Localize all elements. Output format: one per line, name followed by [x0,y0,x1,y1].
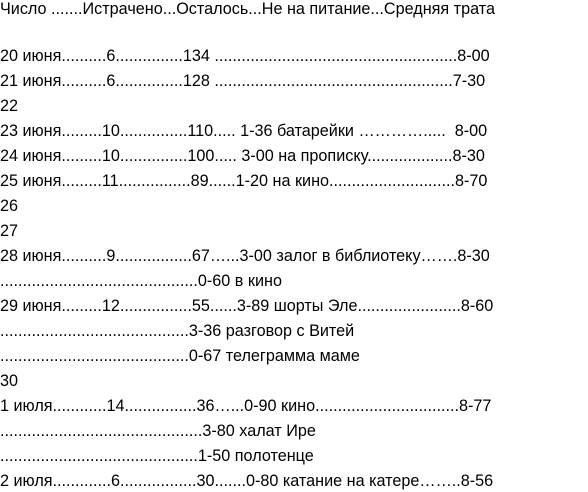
log-line-jun-28: 28 июня..........9.................67…...3-00 залог в библиотеку…….8-30 [0,247,490,265]
log-line-jun-20: 20 июня..........6...............134 ......................................................8-00 [0,47,490,65]
log-line-continuation: .............................................3-80 халат Ире [0,422,316,440]
log-line-30: 30 [0,372,19,390]
log-line-jun-25: 25 июня.........11................89......1-20 на кино............................8-70 [0,172,488,190]
log-line-jun-24: 24 июня.........10...............100..... 3-00 на прописку...................8-30 [0,147,485,165]
log-line-continuation: ............................................0-60 в кино [0,272,282,290]
log-line-continuation: ............................................1-50 полотенце [0,447,314,465]
log-line-jul-2: 2 июля.............6.................30.......0-80 катание на катере……..8-56 [0,472,494,490]
log-line-jul-1: 1 июля............14................36…...0-90 кино................................8-77 [0,397,492,415]
log-line-jun-21: 21 июня..........6...............128 .....................................................7-30 [0,72,486,90]
log-line-jun-29: 29 июня.........12................55......3-89 шорты Эле.......................8-60 [0,297,494,315]
log-line-22: 22 [0,97,19,115]
column-header-line: Число .......Истрачено...Осталось...Не на питание...Средняя трата [0,0,495,18]
log-line-continuation: ..........................................3-36 разговор с Витей [0,322,355,340]
log-line-27: 27 [0,222,19,240]
log-line-jun-23: 23 июня.........10...............110..... 1-36 батарейки …………..... 8-00 [0,122,488,140]
log-line-26: 26 [0,197,19,215]
log-line-continuation: ..........................................0-67 телеграмма маме [0,347,360,365]
